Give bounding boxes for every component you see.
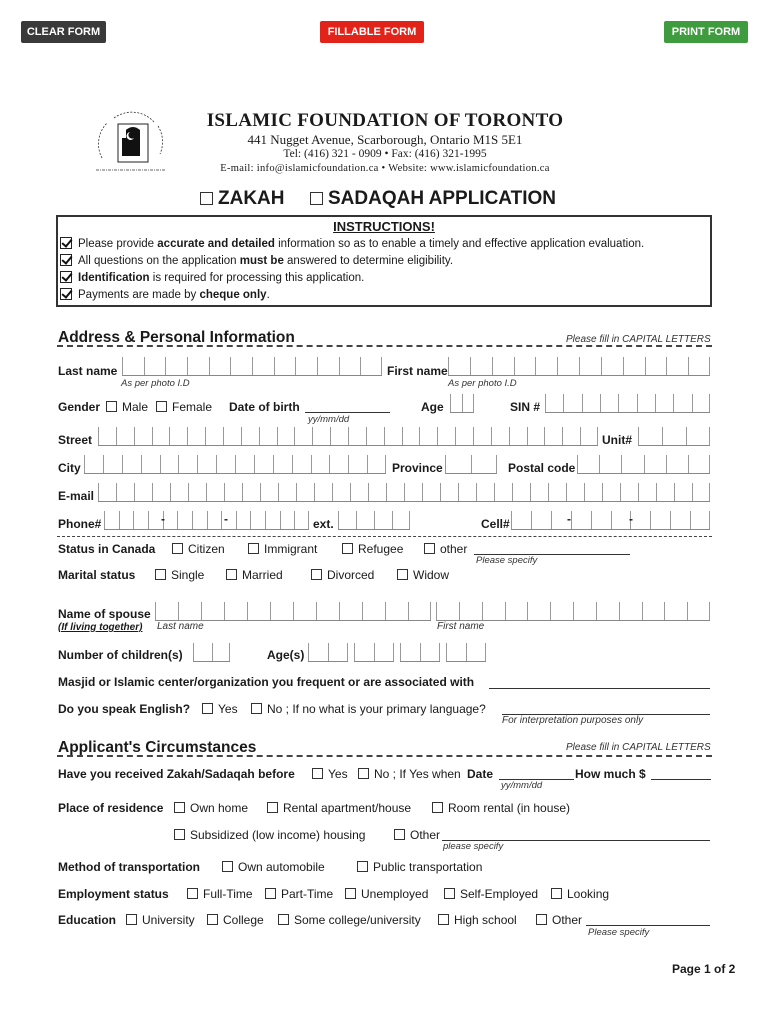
org-name: ISLAMIC FOUNDATION OF TORONTO (206, 110, 564, 131)
section-divider (57, 755, 712, 757)
capital-letters-note: Please fill in CAPITAL LETTERS (566, 334, 711, 345)
residence-specify-hint: please specify (443, 841, 504, 852)
spouse-last-name-hint: Last name (157, 621, 204, 632)
city-label: City (58, 461, 81, 475)
instructions-heading: INSTRUCTIONS! (333, 219, 435, 234)
ages-label: Age(s) (267, 648, 305, 662)
education-university-option[interactable]: University (126, 913, 195, 927)
status-citizen-option[interactable]: Citizen (172, 542, 225, 556)
status-label: Status in Canada (58, 542, 156, 556)
cell-dash-2: - (629, 512, 633, 526)
children-label: Number of children(s) (58, 648, 183, 662)
education-other-field[interactable] (586, 911, 710, 926)
gender-male-option[interactable]: Male (106, 400, 148, 414)
print-form-button[interactable]: PRINT FORM (664, 21, 748, 43)
check-icon (60, 288, 72, 300)
first-name-hint: As per photo I.D (448, 378, 517, 389)
sin-field[interactable] (545, 395, 710, 413)
email-label: E-mail (58, 489, 95, 503)
residence-room-option[interactable]: Room rental (in house) (432, 801, 570, 815)
phone-field[interactable] (104, 512, 309, 530)
last-name-field[interactable] (122, 358, 382, 376)
ext-field[interactable] (338, 512, 410, 530)
status-immigrant-option[interactable]: Immigrant (248, 542, 317, 556)
street-label: Street (58, 433, 93, 447)
received-label: Have you received Zakah/Sadaqah before (58, 767, 295, 781)
section-divider (57, 345, 712, 347)
city-field[interactable] (84, 456, 386, 474)
instruction-1: Please provide accurate and detailed information so as to enable a timely and effective application evaluation. (60, 237, 644, 250)
age-label: Age (421, 400, 444, 414)
phone-label: Phone# (58, 517, 102, 531)
org-email: E-mail: info@islamicfoundation.ca • Website: www.islamicfoundation.ca (220, 163, 550, 174)
circumstances-section-title: Applicant's Circumstances (58, 739, 257, 756)
received-date-label: Date (467, 767, 494, 781)
residence-other-option[interactable]: Other (394, 828, 440, 842)
status-specify-hint: Please specify (476, 555, 538, 566)
dob-label: Date of birth (229, 400, 300, 414)
employment-self-option[interactable]: Self-Employed (444, 887, 538, 901)
received-yes-option[interactable]: Yes (312, 767, 348, 781)
sin-label: SIN # (510, 400, 541, 414)
check-icon (60, 237, 72, 249)
first-name-label: First name (387, 364, 448, 378)
cell-field[interactable] (511, 512, 710, 530)
instruction-4: Payments are made by cheque only. (60, 288, 270, 301)
spouse-label: Name of spouse (58, 607, 151, 621)
residence-label: Place of residence (58, 801, 164, 815)
spouse-first-name-hint: First name (437, 621, 485, 632)
instruction-2: All questions on the application must be answered to determine eligibility. (60, 254, 453, 267)
last-name-label: Last name (58, 364, 118, 378)
marital-married-option[interactable]: Married (226, 568, 283, 582)
how-much-field[interactable] (651, 765, 711, 780)
residence-rental-option[interactable]: Rental apartment/house (267, 801, 411, 815)
primary-language-field[interactable] (502, 700, 710, 715)
gender-female-option[interactable]: Female (156, 400, 212, 414)
phone-dash-2: - (224, 512, 228, 526)
ext-label: ext. (313, 517, 334, 531)
received-date-hint: yy/mm/dd (501, 780, 543, 791)
unit-field[interactable] (638, 428, 710, 446)
employment-full-option[interactable]: Full-Time (187, 887, 253, 901)
interpretation-hint: For interpretation purposes only (502, 715, 644, 726)
transport-label: Method of transportation (58, 860, 200, 874)
fillable-form-button[interactable]: FILLABLE FORM (320, 21, 424, 43)
english-yes-option[interactable]: Yes (202, 702, 238, 716)
first-name-field[interactable] (448, 358, 710, 376)
postal-code-field[interactable] (577, 456, 710, 474)
education-some-option[interactable]: Some college/university (278, 913, 421, 927)
province-label: Province (392, 461, 443, 475)
last-name-hint: As per photo I.D (121, 378, 190, 389)
marital-single-option[interactable]: Single (155, 568, 204, 582)
how-much-label: How much $ (575, 767, 646, 781)
marital-widow-option[interactable]: Widow (397, 568, 449, 582)
cell-label: Cell# (481, 517, 510, 531)
gender-label: Gender (58, 400, 101, 414)
employment-unemployed-option[interactable]: Unemployed (345, 887, 428, 901)
capital-letters-note-2: Please fill in CAPITAL LETTERS (566, 742, 711, 753)
email-field[interactable] (98, 484, 710, 502)
transport-public-option[interactable]: Public transportation (357, 860, 482, 874)
residence-subsidized-option[interactable]: Subsidized (low income) housing (174, 828, 365, 842)
org-address: 441 Nugget Avenue, Scarborough, Ontario M1S 5E1 (247, 132, 523, 147)
address-section-title: Address & Personal Information (58, 329, 295, 346)
education-other-option[interactable]: Other (536, 913, 582, 927)
age2-field[interactable] (354, 644, 394, 662)
employment-part-option[interactable]: Part-Time (265, 887, 333, 901)
dob-field[interactable] (305, 398, 390, 413)
marital-divorced-option[interactable]: Divorced (311, 568, 374, 582)
instruction-3: Identification is required for processing this application. (60, 271, 364, 284)
status-refugee-option[interactable]: Refugee (342, 542, 403, 556)
status-other-option[interactable]: other (424, 542, 467, 556)
age-field[interactable] (450, 395, 474, 413)
cell-dash-1: - (567, 512, 571, 526)
age3-field[interactable] (400, 644, 440, 662)
org-phone: Tel: (416) 321 - 0909 • Fax: (416) 321-1995 (283, 148, 487, 160)
residence-own-home-option[interactable]: Own home (174, 801, 248, 815)
masjid-label: Masjid or Islamic center/organization you frequent or are associated with (58, 675, 475, 689)
education-label: Education (58, 913, 117, 927)
employment-looking-option[interactable]: Looking (551, 887, 609, 901)
received-date-field[interactable] (499, 765, 574, 780)
spouse-condition: (If living together) (58, 622, 143, 633)
check-icon (60, 254, 72, 266)
masjid-field[interactable] (489, 674, 710, 689)
clear-form-button[interactable]: CLEAR FORM (21, 21, 106, 43)
check-icon (60, 271, 72, 283)
transport-own-option[interactable]: Own automobile (222, 860, 325, 874)
received-no-option[interactable]: No ; If Yes when (358, 767, 461, 781)
education-specify-hint: Please specify (588, 927, 650, 938)
postal-code-label: Postal code (508, 461, 576, 475)
age1-field[interactable] (308, 644, 348, 662)
english-label: Do you speak English? (58, 702, 191, 716)
employment-label: Employment status (58, 887, 169, 901)
province-field[interactable] (445, 456, 497, 474)
education-high-option[interactable]: High school (438, 913, 517, 927)
marital-label: Marital status (58, 568, 136, 582)
age4-field[interactable] (446, 644, 486, 662)
english-no-option[interactable]: No ; If no what is your primary language? (251, 702, 486, 716)
children-field[interactable] (193, 644, 230, 662)
page-number: Page 1 of 2 (672, 962, 736, 976)
dob-hint: yy/mm/dd (308, 414, 350, 425)
street-field[interactable] (98, 428, 598, 446)
status-other-field[interactable] (474, 540, 630, 555)
residence-other-field[interactable] (442, 826, 710, 841)
section-divider (57, 536, 712, 537)
sadaqah-option[interactable]: SADAQAH APPLICATION (310, 188, 556, 210)
phone-dash-1: - (161, 512, 165, 526)
unit-label: Unit# (602, 433, 632, 447)
zakah-option[interactable]: ZAKAH (200, 188, 285, 210)
spouse-first-name-field[interactable] (436, 603, 710, 621)
education-college-option[interactable]: College (207, 913, 264, 927)
spouse-last-name-field[interactable] (155, 603, 431, 621)
